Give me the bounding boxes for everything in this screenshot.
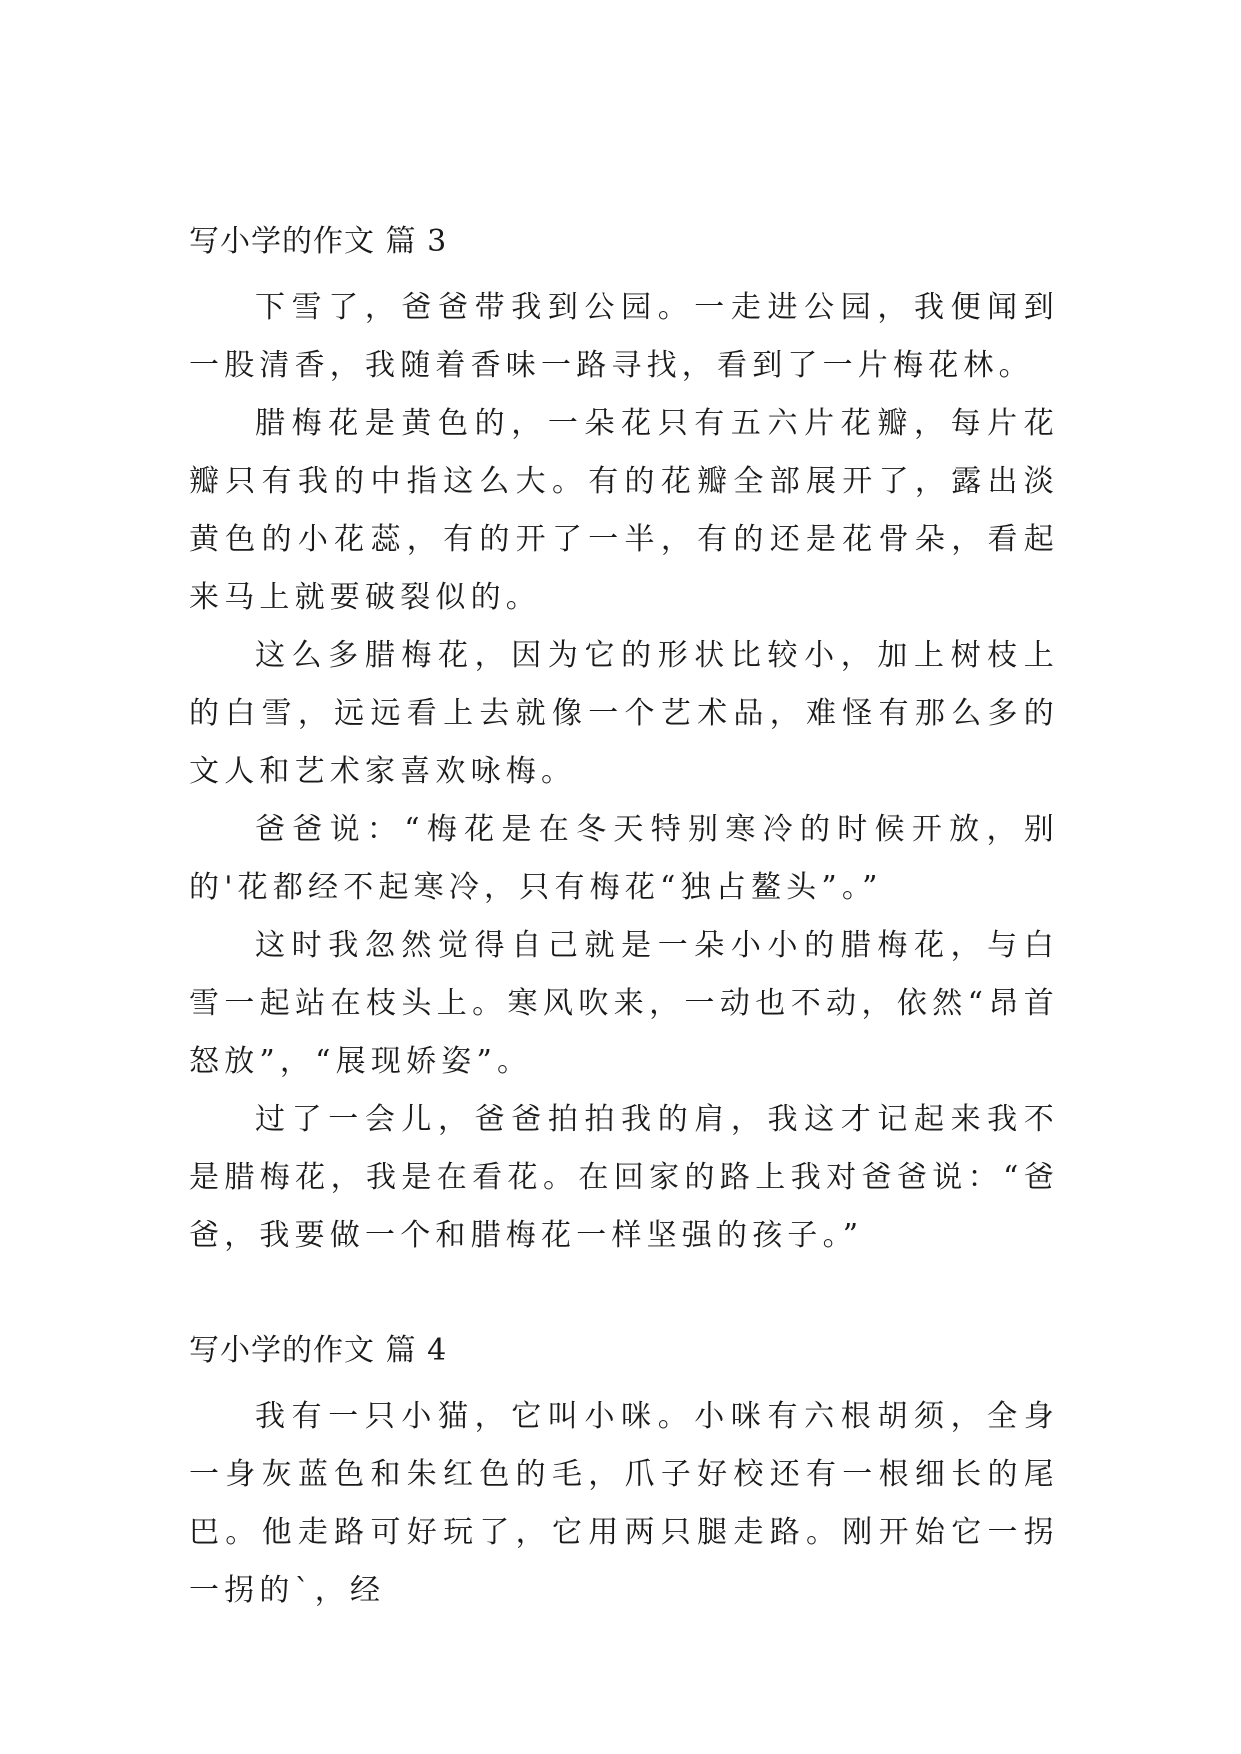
paragraph: 这时我忽然觉得自己就是一朵小小的腊梅花，与白雪一起站在枝头上。寒风吹来，一动也不动，依然“昂首怒放”，“展现娇姿”。: [189, 928, 1059, 1079]
paragraph: 过了一会儿，爸爸拍拍我的肩，我这才记起来我不是腊梅花，我是在看花。在回家的路上我对爸爸说：“爸爸，我要做一个和腊梅花一样坚强的孩子。”: [189, 1102, 1059, 1253]
section-heading: 写小学的作文 篇 4: [189, 1333, 448, 1368]
paragraph: 腊梅花是黄色的，一朵花只有五六片花瓣，每片花瓣只有我的中指这么大。有的花瓣全部展开了，露出淡黄色的小花蕊，有的开了一半，有的还是花骨朵，看起来马上就要破裂似的。: [189, 406, 1059, 615]
paragraph: 我有一只小猫，它叫小咪。小咪有六根胡须，全身一身灰蓝色和朱红色的毛，爪子好校还有一根细长的尾巴。他走路可好玩了，它用两只腿走路。刚开始它一拐一拐的`，经: [189, 1399, 1059, 1608]
essay-section-4: [189, 1331, 1059, 1620]
paragraph: 这么多腊梅花，因为它的形状比较小，加上树枝上的白雪，远远看上去就像一个艺术品，难怪有那么多的文人和艺术家喜欢咏梅。: [189, 638, 1059, 789]
section-heading: 写小学的作文 篇 3: [189, 224, 448, 259]
essay-section-3: [189, 222, 1059, 1265]
paragraph: 爸爸说：“梅花是在冬天特别寒冷的时候开放，别的'花都经不起寒冷，只有梅花“独占鳌头”。”: [189, 812, 1059, 905]
paragraph: 下雪了，爸爸带我到公园。一走进公园，我便闻到一股清香，我随着香味一路寻找，看到了一片梅花林。: [189, 290, 1059, 383]
